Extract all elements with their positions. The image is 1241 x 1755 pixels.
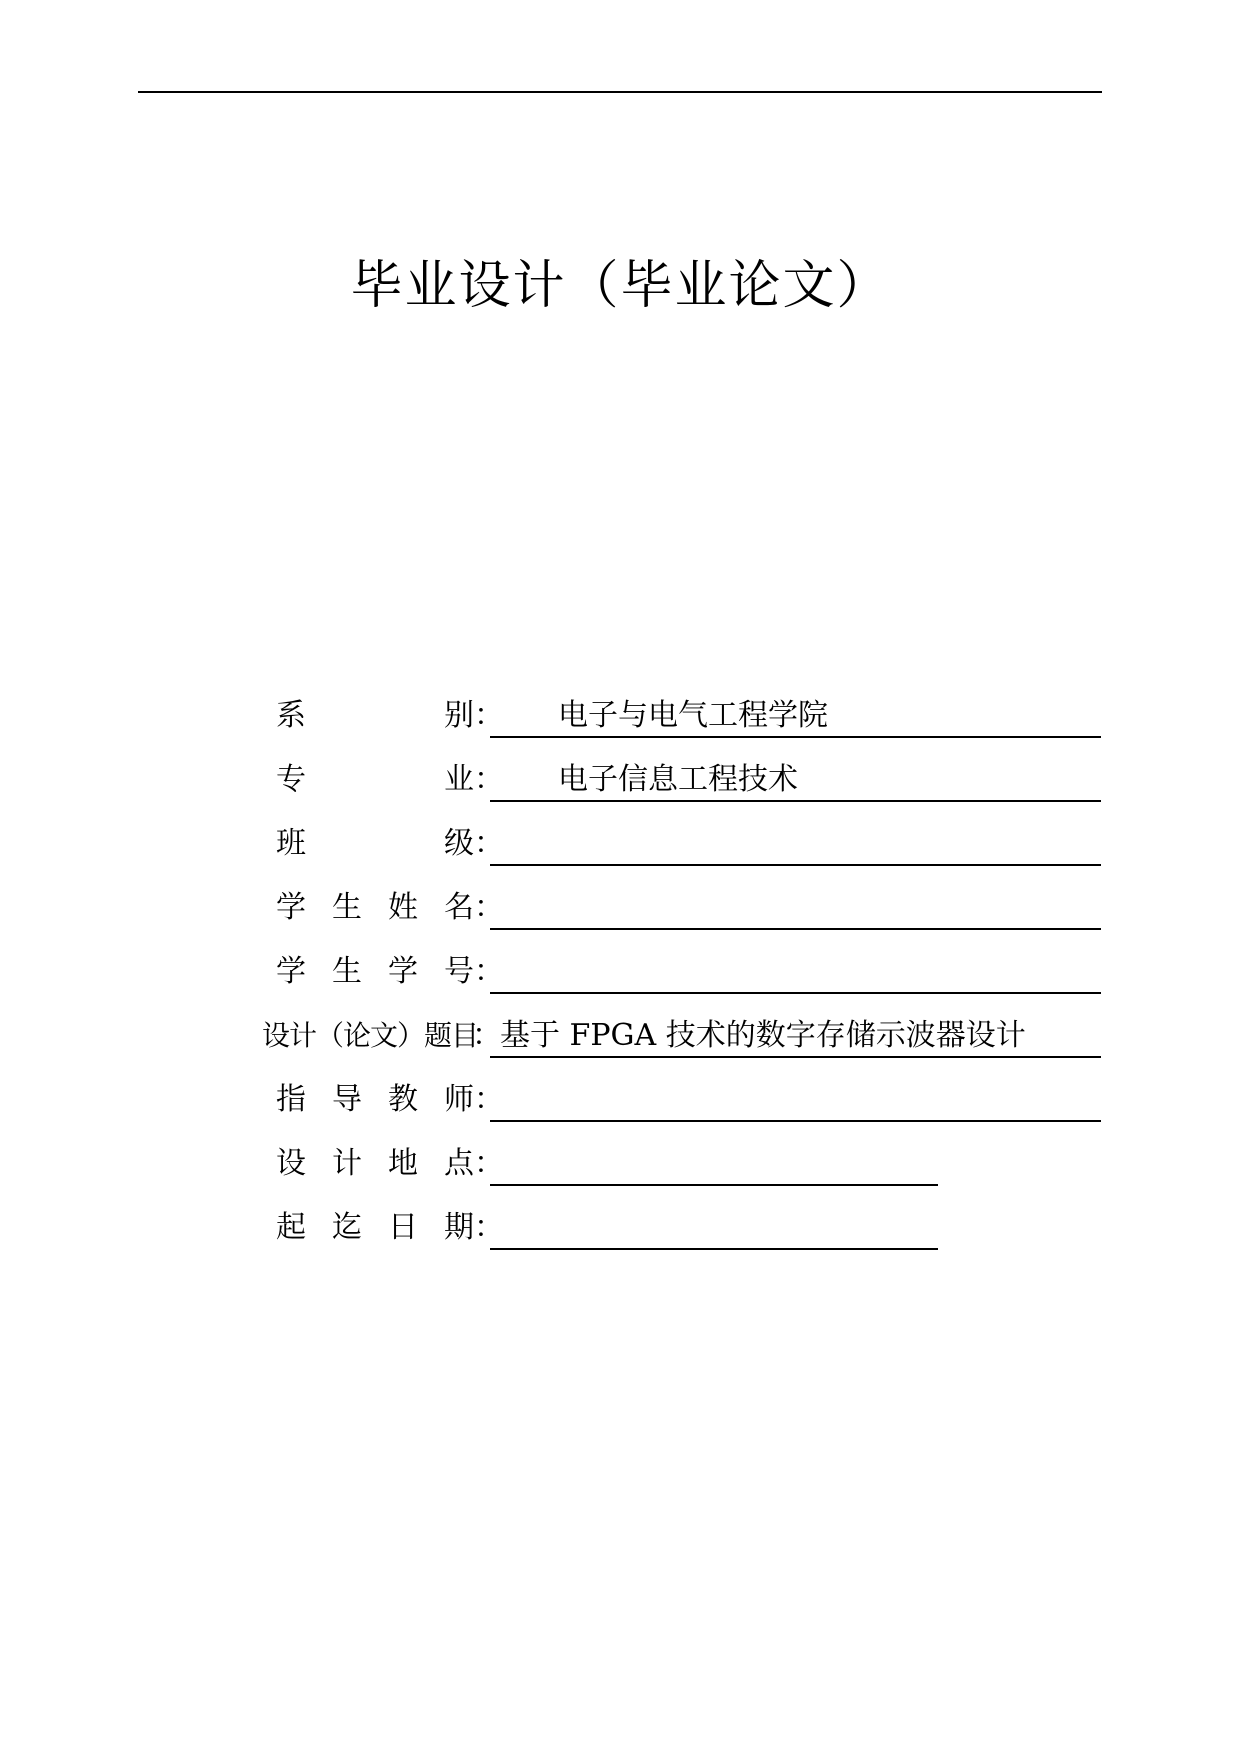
form-row-department	[0, 694, 1241, 738]
label-char: 地	[388, 1146, 418, 1181]
label-char: 别	[444, 698, 474, 733]
form-row-major	[0, 758, 1241, 802]
label-char: 级	[444, 826, 474, 861]
label-char: 师	[444, 1082, 474, 1117]
advisor-field[interactable]	[490, 1078, 1101, 1122]
location-field[interactable]	[490, 1142, 938, 1186]
header-rule	[138, 91, 1102, 93]
label-colon: ：	[474, 1146, 504, 1181]
label-colon: ：	[474, 1210, 504, 1245]
label-char: 教	[388, 1082, 418, 1117]
label-text: 设计（论文）题目	[262, 1019, 479, 1052]
label-char: 起	[276, 1210, 306, 1245]
class-field[interactable]	[490, 822, 1101, 866]
label-colon: ：	[474, 954, 504, 989]
dates-field[interactable]	[490, 1206, 938, 1250]
major-field[interactable]	[490, 758, 1101, 802]
field-value: 电子与电气工程学院	[558, 698, 828, 733]
label-char: 指	[276, 1082, 306, 1117]
label-char: 设	[276, 1146, 306, 1181]
label-char: 班	[276, 826, 306, 861]
label-char: 日	[388, 1210, 418, 1245]
form-row-location	[0, 1142, 1241, 1186]
student-id-field[interactable]	[490, 950, 1101, 994]
label-colon: ：	[474, 762, 504, 797]
label-char: 姓	[388, 890, 418, 925]
label-colon: ：	[474, 826, 504, 861]
label-char: 生	[332, 954, 362, 989]
label-char: 计	[332, 1146, 362, 1181]
label-char: 号	[444, 954, 474, 989]
label-char: 期	[444, 1210, 474, 1245]
label-char: 专	[276, 762, 306, 797]
label-colon: ：	[472, 1018, 502, 1053]
document-title: 毕业设计（毕业论文）	[350, 256, 891, 316]
department-field[interactable]	[490, 694, 1101, 738]
label-char: 导	[332, 1082, 362, 1117]
label-char: 名	[444, 890, 474, 925]
label-colon: ：	[474, 698, 504, 733]
label-char: 学	[276, 954, 306, 989]
form-row-advisor	[0, 1078, 1241, 1122]
form-row-student-id	[0, 950, 1241, 994]
field-value: 基于 FPGA 技术的数字存储示波器设计	[500, 1018, 1026, 1053]
thesis-topic-field[interactable]	[490, 1014, 1101, 1058]
form-row-student-name	[0, 886, 1241, 930]
field-value: 电子信息工程技术	[558, 762, 798, 797]
form-row-dates	[0, 1206, 1241, 1250]
label-colon: ：	[474, 890, 504, 925]
label-char: 学	[388, 954, 418, 989]
label-char: 生	[332, 890, 362, 925]
label-char: 业	[444, 762, 474, 797]
label-char: 迄	[332, 1210, 362, 1245]
form-row-class	[0, 822, 1241, 866]
label-char: 学	[276, 890, 306, 925]
student-name-field[interactable]	[490, 886, 1101, 930]
label-char: 点	[444, 1146, 474, 1181]
form-row-thesis-topic	[0, 1014, 1241, 1058]
label-char: 系	[276, 698, 306, 733]
label-colon: ：	[474, 1082, 504, 1117]
